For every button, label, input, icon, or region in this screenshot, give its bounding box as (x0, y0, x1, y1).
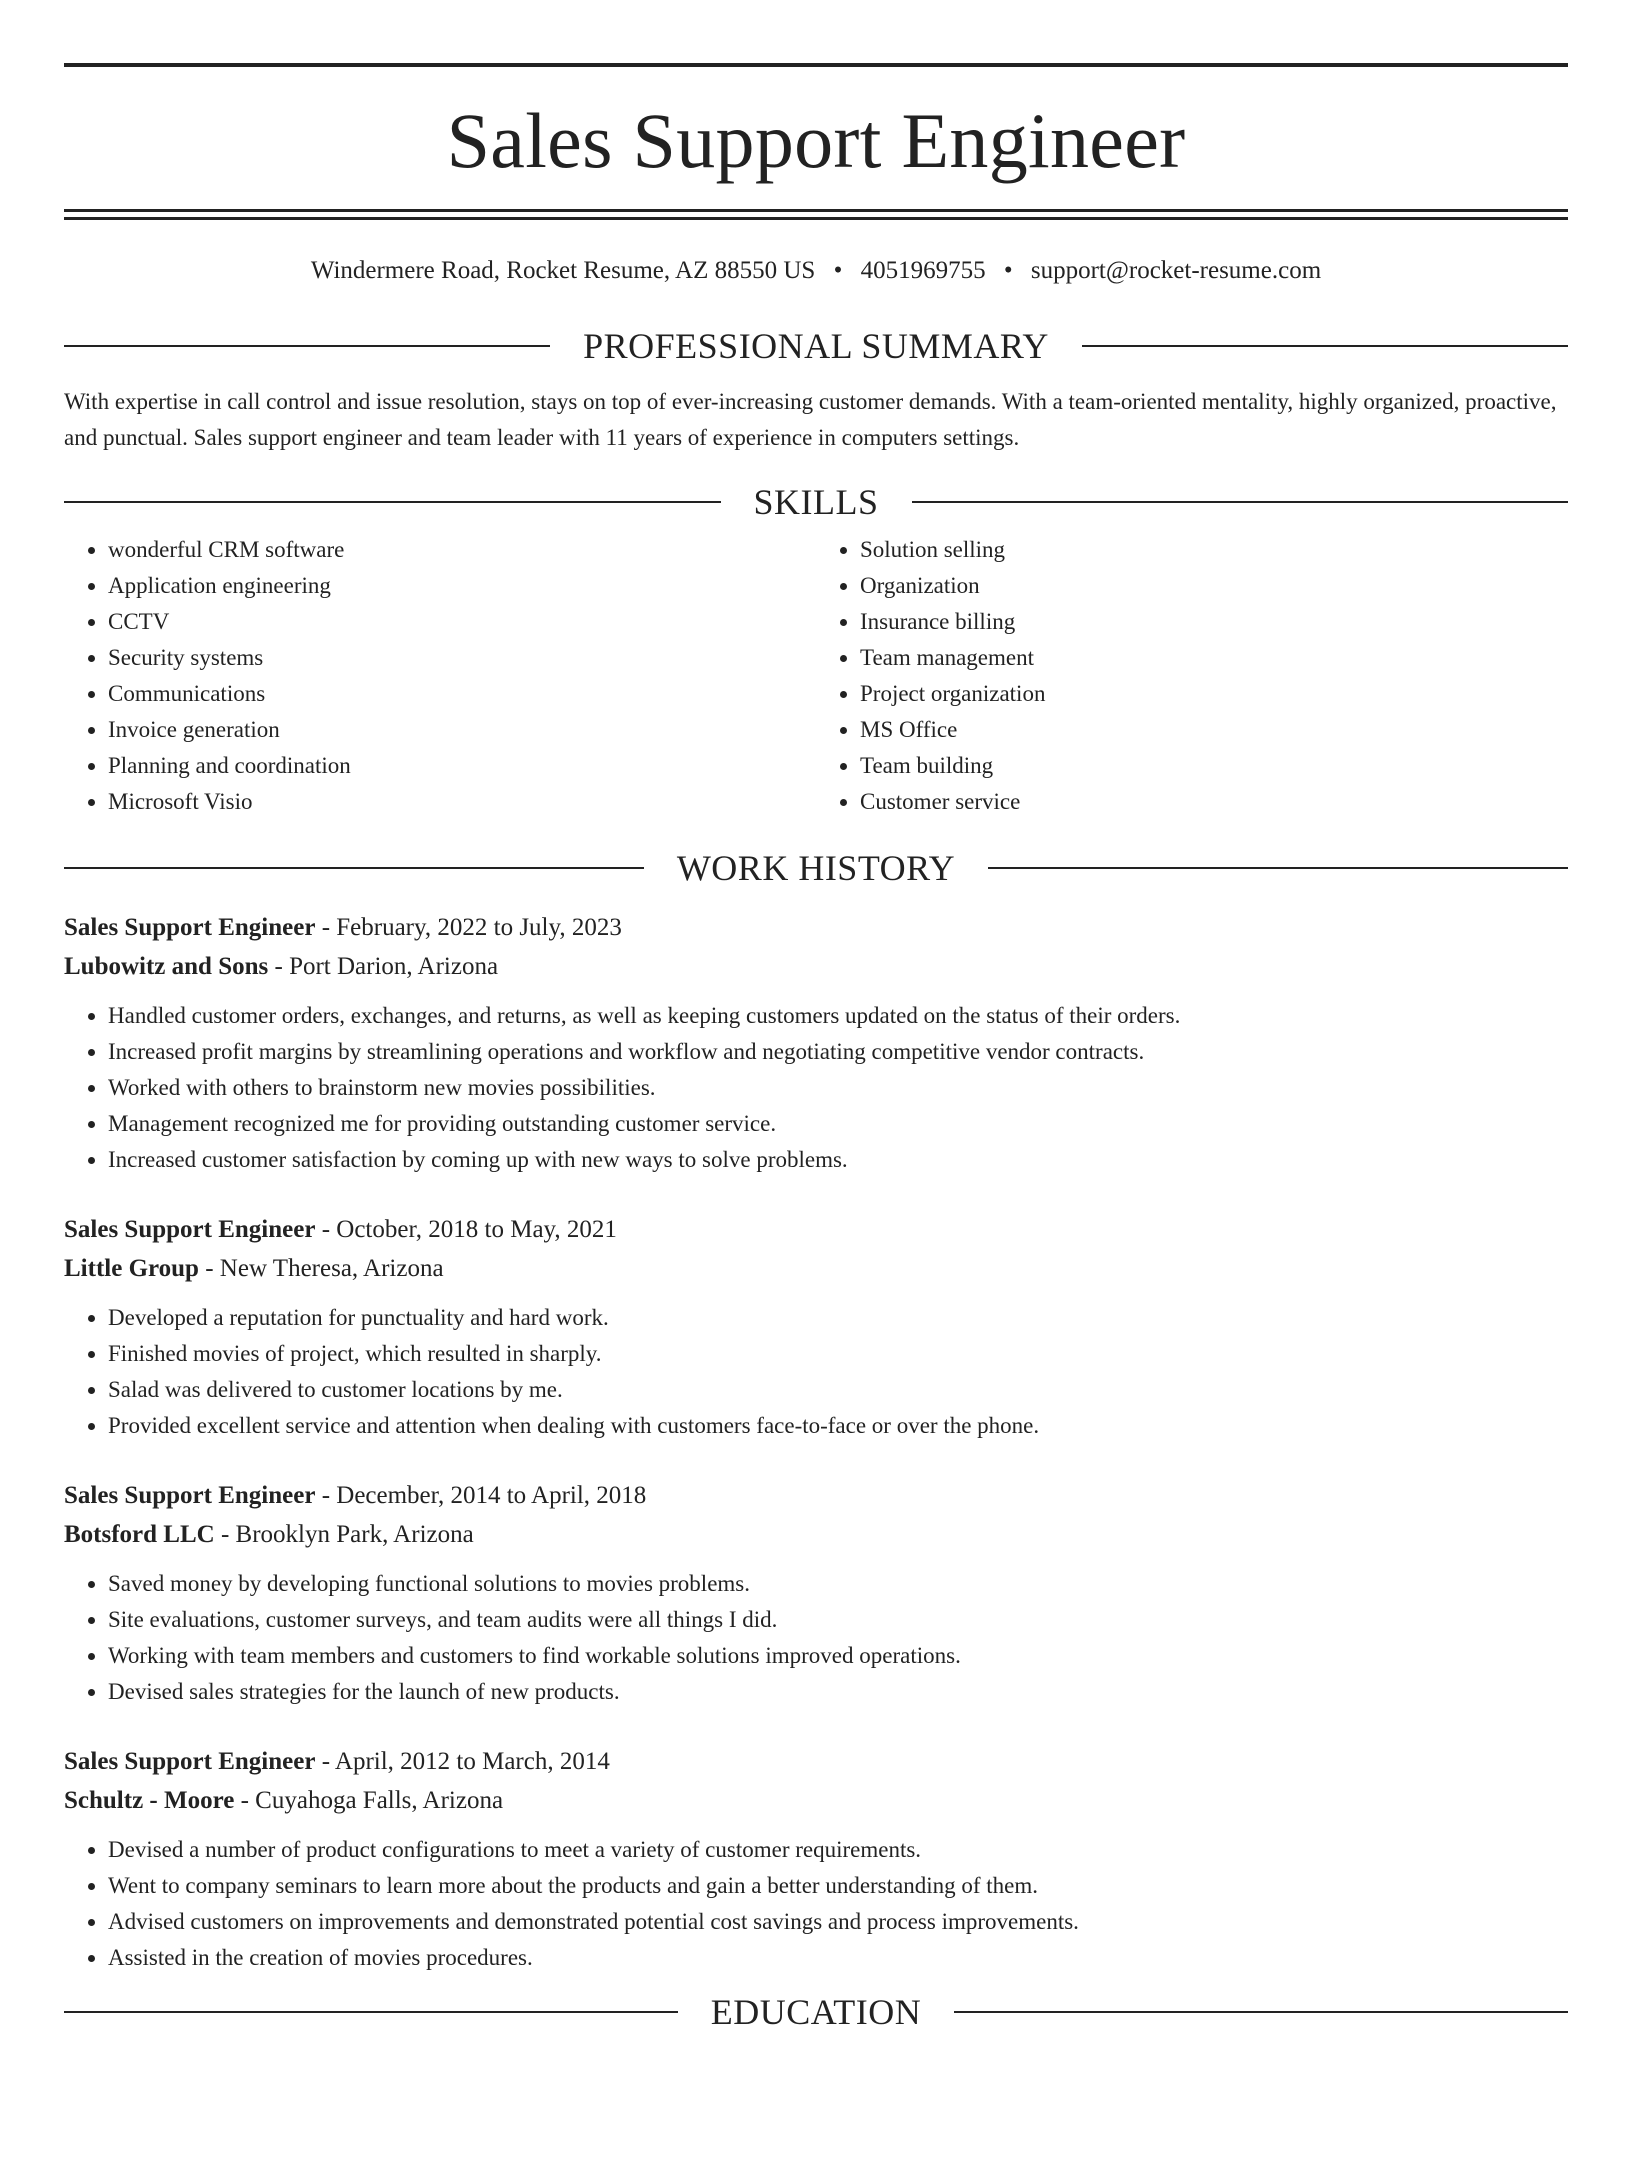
skill-item: • Team management (860, 640, 1568, 676)
job-bullet: • Increased customer satisfaction by coming up with new ways to solve problems. (108, 1142, 1568, 1178)
title-double-rule (64, 209, 1568, 220)
skill-item: • Application engineering (108, 568, 816, 604)
job-company: Schultz - Moore (64, 1787, 235, 1814)
job-company: Little Group (64, 1255, 199, 1282)
job-dates: - April, 2012 to March, 2014 (315, 1748, 610, 1775)
skill-item: • Communications (108, 676, 816, 712)
job-bullet: • Salad was delivered to customer locations by me. (108, 1372, 1568, 1408)
job-company-row (64, 947, 1568, 986)
skill-item: • Solution selling (860, 532, 1568, 568)
skill-item: • Project organization (860, 676, 1568, 712)
work-heading (64, 848, 1568, 888)
skills-heading-label: SKILLS (753, 482, 879, 522)
job-company-row (64, 1249, 1568, 1288)
job-title-row (64, 1210, 1568, 1249)
job-bullet: • Went to company seminars to learn more about the products and gain a better understanding of them. (108, 1868, 1568, 1904)
skill-item: • Planning and coordination (108, 748, 816, 784)
job-bullet: • Handled customer orders, exchanges, and returns, as well as keeping customers updated on the status of their orders. (108, 998, 1568, 1034)
job-bullet: • Saved money by developing functional solutions to movies problems. (108, 1566, 1568, 1602)
heading-rule-left (64, 867, 644, 869)
skill-item: • Organization (860, 568, 1568, 604)
job-title-row (64, 908, 1568, 947)
work-heading-label: WORK HISTORY (676, 848, 956, 888)
job-bullets (64, 1832, 1568, 1976)
skills-column-left (64, 532, 816, 820)
job-bullet: • Provided excellent service and attention when dealing with customers face-to-face or over the phone. (108, 1408, 1568, 1444)
heading-rule-left (64, 501, 721, 503)
job-company: Lubowitz and Sons (64, 953, 269, 980)
resume-page (0, 63, 1632, 2175)
skills-list (64, 532, 1568, 820)
job-entry (64, 1476, 1568, 1710)
heading-rule-right (912, 501, 1569, 503)
job-bullet: • Devised sales strategies for the launch of new products. (108, 1674, 1568, 1710)
job-location: - Cuyahoga Falls, Arizona (234, 1787, 504, 1814)
job-bullets (64, 1566, 1568, 1710)
contact-email: support@rocket-resume.com (1030, 257, 1322, 284)
contact-separator: • (833, 257, 843, 284)
heading-rule-right (988, 867, 1568, 869)
skill-item: • Invoice generation (108, 712, 816, 748)
contact-line (64, 256, 1568, 286)
job-bullet: • Advised customers on improvements and demonstrated potential cost savings and process improvements. (108, 1904, 1568, 1940)
job-bullet: • Management recognized me for providing outstanding customer service. (108, 1106, 1568, 1142)
skill-item: • wonderful CRM software (108, 532, 816, 568)
summary-heading (64, 326, 1568, 366)
contact-phone: 4051969755 (860, 257, 986, 284)
job-company: Botsford LLC (64, 1521, 215, 1548)
job-bullet: • Working with team members and customers to find workable solutions improved operations. (108, 1638, 1568, 1674)
summary-text: With expertise in call control and issue resolution, stays on top of ever-increasing customer demands. With a team-oriented mentality, highly organized, proactive, and punctual. Sales support engineer and team leader with 11 years of experience in computers settings. (64, 389, 1557, 450)
resume-title: Sales Support Engineer (446, 97, 1186, 184)
job-dates: - December, 2014 to April, 2018 (315, 1482, 647, 1509)
skills-heading (64, 482, 1568, 522)
job-company-row (64, 1515, 1568, 1554)
heading-rule-right (1082, 345, 1568, 347)
heading-rule-left (64, 345, 550, 347)
job-entry (64, 1210, 1568, 1444)
job-title-row (64, 1476, 1568, 1515)
job-location: - New Theresa, Arizona (198, 1255, 444, 1282)
job-bullet: • Site evaluations, customer surveys, and team audits were all things I did. (108, 1602, 1568, 1638)
skill-item: • MS Office (860, 712, 1568, 748)
job-location: - Brooklyn Park, Arizona (214, 1521, 474, 1548)
education-heading-label: EDUCATION (710, 1992, 922, 2032)
job-dates: - October, 2018 to May, 2021 (315, 1216, 617, 1243)
skill-item: • Microsoft Visio (108, 784, 816, 820)
skill-item: • Security systems (108, 640, 816, 676)
contact-address: Windermere Road, Rocket Resume, AZ 88550 US (310, 257, 816, 284)
top-rule (64, 63, 1568, 67)
skill-item: • CCTV (108, 604, 816, 640)
job-company-row (64, 1781, 1568, 1820)
job-entry (64, 1742, 1568, 1976)
job-title: Sales Support Engineer (64, 914, 316, 941)
job-entry (64, 908, 1568, 1178)
job-dates: - February, 2022 to July, 2023 (315, 914, 622, 941)
education-heading (64, 1992, 1568, 2032)
contact-separator: • (1003, 257, 1013, 284)
job-bullet: • Finished movies of project, which resulted in sharply. (108, 1336, 1568, 1372)
heading-rule-left (64, 2011, 678, 2013)
job-bullet: • Assisted in the creation of movies procedures. (108, 1940, 1568, 1976)
job-bullet: • Increased profit margins by streamlining operations and workflow and negotiating competitive vendor contracts. (108, 1034, 1568, 1070)
summary-heading-label: PROFESSIONAL SUMMARY (583, 326, 1049, 366)
skill-item: • Team building (860, 748, 1568, 784)
job-bullets (64, 1300, 1568, 1444)
heading-rule-right (954, 2011, 1568, 2013)
job-location: - Port Darion, Arizona (268, 953, 499, 980)
skill-item: • Customer service (860, 784, 1568, 820)
job-title: Sales Support Engineer (64, 1482, 316, 1509)
job-title-row (64, 1742, 1568, 1781)
skills-column-right (816, 532, 1568, 820)
job-bullet: • Worked with others to brainstorm new movies possibilities. (108, 1070, 1568, 1106)
job-bullet: • Devised a number of product configurations to meet a variety of customer requirements. (108, 1832, 1568, 1868)
job-title: Sales Support Engineer (64, 1748, 316, 1775)
job-bullets (64, 998, 1568, 1178)
job-bullet: • Developed a reputation for punctuality and hard work. (108, 1300, 1568, 1336)
job-title: Sales Support Engineer (64, 1216, 316, 1243)
skill-item: • Insurance billing (860, 604, 1568, 640)
